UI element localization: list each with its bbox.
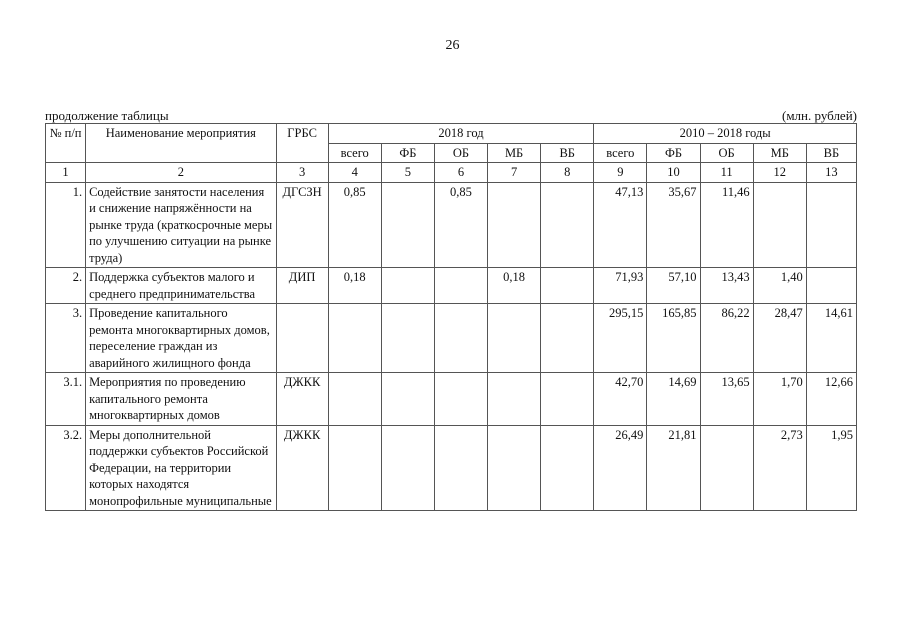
row-name: Меры дополнительной поддержки субъектов Российской Федерации, на территории которых находятся монопрофильные муниципальные	[86, 425, 276, 511]
value-cell	[328, 304, 381, 373]
subheader-cell: ОБ	[700, 143, 753, 163]
value-cell: 2,73	[753, 425, 806, 511]
value-cell	[434, 425, 487, 511]
value-cell	[806, 182, 856, 268]
value-cell: 28,47	[753, 304, 806, 373]
value-cell: 42,70	[594, 373, 647, 426]
row-grbs: ДЖКК	[276, 373, 328, 426]
value-cell: 13,43	[700, 268, 753, 304]
row-name: Мероприятия по проведению капитального ремонта многоквартирных домов	[86, 373, 276, 426]
header-num: № п/п	[46, 124, 86, 163]
subheader-cell: всего	[328, 143, 381, 163]
value-cell	[381, 425, 434, 511]
value-cell	[753, 182, 806, 268]
column-number-cell: 1	[46, 163, 86, 183]
value-cell: 0,85	[328, 182, 381, 268]
value-cell	[488, 373, 541, 426]
subheader-cell: МБ	[488, 143, 541, 163]
value-cell	[328, 373, 381, 426]
row-number: 3.2.	[46, 425, 86, 511]
caption-right: (млн. рублей)	[782, 108, 857, 123]
value-cell	[700, 425, 753, 511]
row-number: 3.	[46, 304, 86, 373]
value-cell	[488, 304, 541, 373]
value-cell	[328, 425, 381, 511]
subheader-cell: ОБ	[434, 143, 487, 163]
row-grbs: ДИП	[276, 268, 328, 304]
row-grbs	[276, 304, 328, 373]
row-name: Поддержка субъектов малого и среднего предпринимательства	[86, 268, 276, 304]
column-number-cell: 6	[434, 163, 487, 183]
value-cell: 14,69	[647, 373, 700, 426]
value-cell: 86,22	[700, 304, 753, 373]
page-number: 26	[445, 38, 460, 53]
value-cell	[541, 182, 594, 268]
value-cell: 12,66	[806, 373, 856, 426]
column-number-cell: 5	[381, 163, 434, 183]
value-cell	[434, 304, 487, 373]
table-row	[46, 304, 857, 373]
subheader-cell: ВБ	[806, 143, 856, 163]
subheader-cell: всего	[594, 143, 647, 163]
header-grbs: ГРБС	[276, 124, 328, 163]
table-row	[46, 182, 857, 268]
value-cell: 165,85	[647, 304, 700, 373]
row-name: Содействие занятости населения и снижение напряжённости на рынке труда (краткосрочные меры по улучшению ситуации на рынке труда)	[86, 182, 276, 268]
value-cell	[806, 268, 856, 304]
subheader-cell: ВБ	[541, 143, 594, 163]
value-cell: 295,15	[594, 304, 647, 373]
row-number: 3.1.	[46, 373, 86, 426]
column-number-cell: 11	[700, 163, 753, 183]
value-cell	[381, 373, 434, 426]
value-cell: 14,61	[806, 304, 856, 373]
column-number-row	[46, 163, 857, 183]
value-cell	[381, 268, 434, 304]
value-cell	[434, 268, 487, 304]
value-cell	[434, 373, 487, 426]
value-cell: 71,93	[594, 268, 647, 304]
value-cell: 1,40	[753, 268, 806, 304]
column-number-cell: 3	[276, 163, 328, 183]
header-group-2010-2018: 2010 – 2018 годы	[594, 124, 857, 144]
column-number-cell: 12	[753, 163, 806, 183]
column-number-cell: 2	[86, 163, 276, 183]
table-body	[46, 182, 857, 511]
subheader-cell: МБ	[753, 143, 806, 163]
row-number: 2.	[46, 268, 86, 304]
column-number-cell: 10	[647, 163, 700, 183]
value-cell	[541, 304, 594, 373]
table-row	[46, 373, 857, 426]
row-grbs: ДГСЗН	[276, 182, 328, 268]
header-name: Наименование мероприятия	[86, 124, 276, 163]
table-row	[46, 268, 857, 304]
subheader-cell: ФБ	[381, 143, 434, 163]
value-cell: 21,81	[647, 425, 700, 511]
value-cell	[488, 425, 541, 511]
column-number-cell: 8	[541, 163, 594, 183]
value-cell	[381, 182, 434, 268]
value-cell: 57,10	[647, 268, 700, 304]
value-cell: 35,67	[647, 182, 700, 268]
value-cell: 26,49	[594, 425, 647, 511]
data-table	[45, 123, 857, 511]
value-cell: 1,95	[806, 425, 856, 511]
value-cell	[488, 182, 541, 268]
value-cell: 0,85	[434, 182, 487, 268]
column-number-cell: 4	[328, 163, 381, 183]
column-number-cell: 13	[806, 163, 856, 183]
value-cell: 0,18	[328, 268, 381, 304]
row-grbs: ДЖКК	[276, 425, 328, 511]
value-cell: 47,13	[594, 182, 647, 268]
header-group-2018: 2018 год	[328, 124, 594, 144]
table-row	[46, 425, 857, 511]
value-cell: 0,18	[488, 268, 541, 304]
value-cell	[541, 373, 594, 426]
value-cell	[541, 268, 594, 304]
row-number: 1.	[46, 182, 86, 268]
value-cell	[381, 304, 434, 373]
value-cell: 1,70	[753, 373, 806, 426]
value-cell	[541, 425, 594, 511]
caption-left: продолжение таблицы	[45, 108, 169, 123]
value-cell: 13,65	[700, 373, 753, 426]
subheader-cell: ФБ	[647, 143, 700, 163]
table-caption	[45, 108, 857, 124]
row-name: Проведение капитального ремонта многоквартирных домов, переселение граждан из аварийного жилищного фонда	[86, 304, 276, 373]
value-cell: 11,46	[700, 182, 753, 268]
column-number-cell: 9	[594, 163, 647, 183]
column-number-cell: 7	[488, 163, 541, 183]
